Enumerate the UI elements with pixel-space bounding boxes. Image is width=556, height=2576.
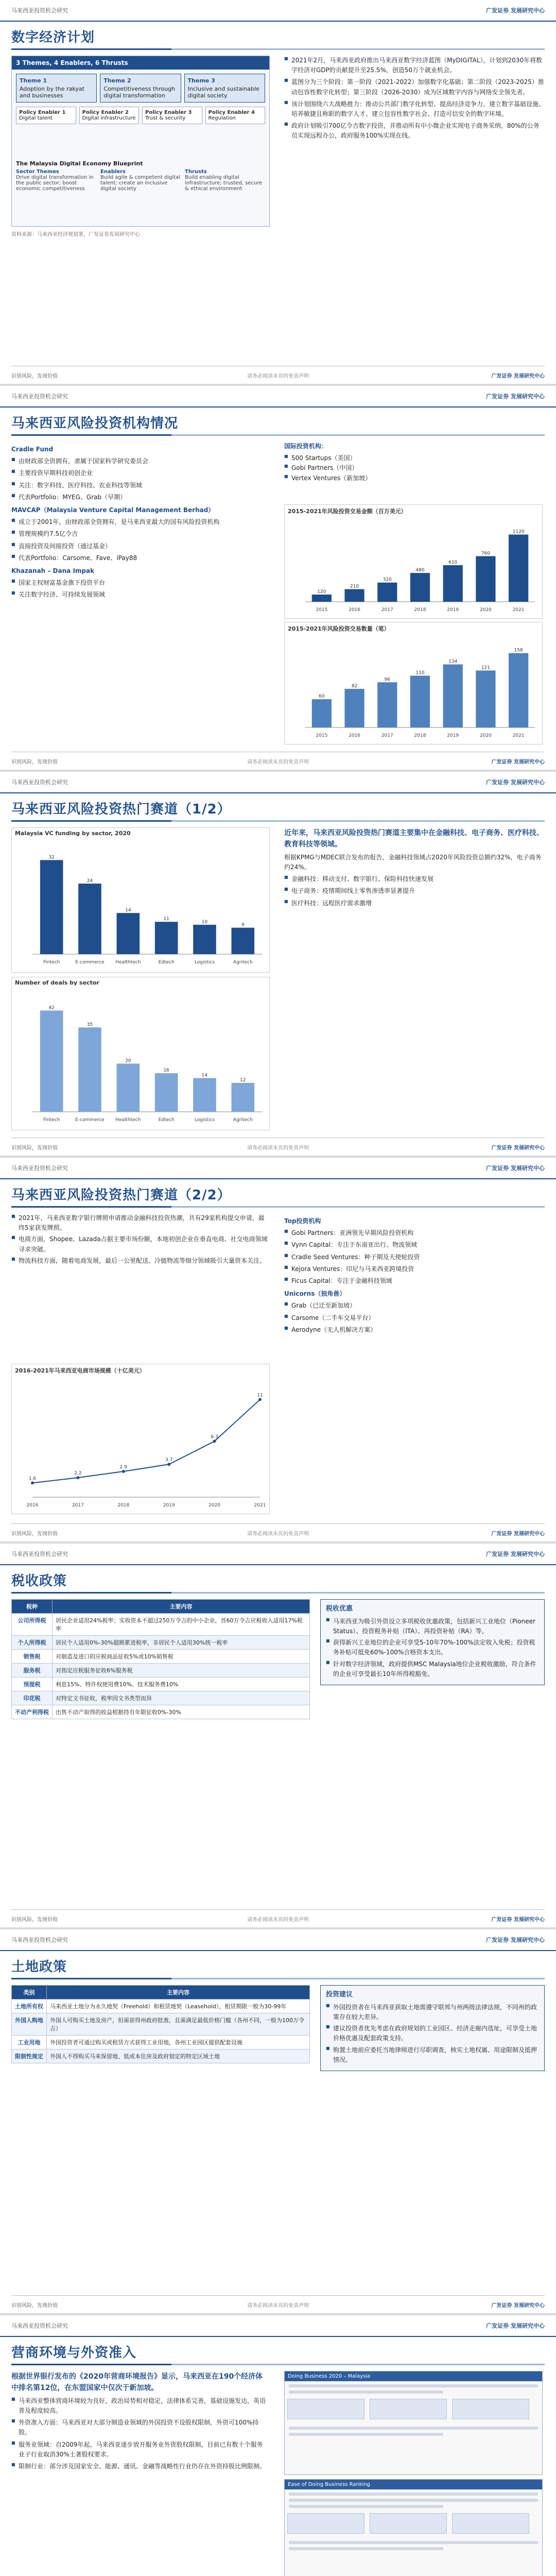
data-label: 110 xyxy=(415,670,425,676)
list-item: ■ 成立于2001年，由财政部全资拥有，是马来西亚最大的国有风险投资机构 xyxy=(11,517,269,527)
ranking-figure xyxy=(284,2479,543,2576)
data-label: 6.3 xyxy=(211,1434,218,1440)
tick-label: Agritech xyxy=(233,960,253,965)
data-label: 11 xyxy=(163,917,169,922)
title-divider xyxy=(11,1592,545,1594)
footer-right: 广发证券 发展研究中心 xyxy=(491,374,545,379)
data-label: 1120 xyxy=(512,529,525,535)
header-left: 马来西亚投资机会研究 xyxy=(11,779,68,786)
bar xyxy=(312,699,332,727)
list-item: ■ Carsome（二手车交易平台） xyxy=(284,1313,545,1323)
table-row: 印花税 对特定文书征收，税率因文书类型而异 xyxy=(12,1691,310,1705)
bar xyxy=(410,676,430,727)
header-right: 广发证券 发展研究中心 xyxy=(486,2323,545,2329)
tick-label: 2016 xyxy=(26,1503,39,1508)
tax-table-wrap xyxy=(11,1599,310,1719)
footer-left: 识别风险，发现价值 xyxy=(11,1531,58,1537)
data-label: 82 xyxy=(351,684,358,689)
paragraph: ■ 外国投资者在马来西亚获取土地需遵守联邦与州两级法律法规，不同州的政策存在较大差异。 xyxy=(326,2003,539,2022)
header-right: 广发证券 发展研究中心 xyxy=(486,1937,545,1943)
tick-label: 2020 xyxy=(208,1503,221,1508)
text-column xyxy=(284,1213,545,1519)
data-label: 24 xyxy=(86,878,93,884)
lead-text: 近年来，马来西亚风险投资热门赛道主要集中在金融科技、电子商务、医疗科技、教育科技等领域。 xyxy=(284,829,544,849)
bar-chart xyxy=(285,635,541,741)
bar xyxy=(443,565,463,602)
paragraph: ■ 获得新兴工业地位的企业可享受5-10年70%-100%法定收入免税；投资税务补贴可抵免60%-100%合格资本支出。 xyxy=(326,1638,539,1657)
slide-title: 土地政策 xyxy=(11,1959,67,1975)
slide-7 xyxy=(0,2315,556,2576)
slide-3 xyxy=(0,772,556,1156)
chart-title: Number of deals by sector xyxy=(15,979,99,986)
paragraph: 根据KPMG与MDEC联合发布的报告，金融科技领域占2020年风险投资总额约32%，电子商务约24%。 xyxy=(284,853,542,871)
bar xyxy=(232,928,255,954)
org-heading: Cradle Fund xyxy=(11,446,54,453)
bar xyxy=(193,1078,216,1112)
list-item: ■ 医疗科技：远程医疗需求激增 xyxy=(284,899,545,908)
title-divider xyxy=(11,1978,545,1979)
table-header: 主要内容 xyxy=(47,1986,310,1999)
section-heading: Top投资机构 xyxy=(284,1217,321,1225)
themes-heading: 3 Themes, 4 Enablers, 6 Thrusts xyxy=(12,56,269,70)
list-item: ■ Gobi Partners（中国） xyxy=(284,463,545,473)
bar xyxy=(312,595,332,602)
figure-heading: Doing Business 2020 – Malaysia xyxy=(285,2371,542,2381)
bar xyxy=(377,682,397,727)
slide-footer xyxy=(11,2295,545,2313)
data-label: 10 xyxy=(201,919,208,925)
tick-label: 2017 xyxy=(381,733,393,738)
data-label: 35 xyxy=(86,1022,93,1028)
slide-5 xyxy=(0,1544,556,1927)
bar-chart xyxy=(12,988,268,1125)
data-label: 610 xyxy=(448,560,458,565)
data-label: 3.7 xyxy=(165,1458,173,1463)
tick-label: 2019 xyxy=(163,1503,175,1508)
bar xyxy=(476,670,495,727)
title-divider xyxy=(11,2364,545,2365)
data-label: 12 xyxy=(240,1077,246,1083)
data-label: 16 xyxy=(163,1068,169,1074)
header-left: 马来西亚投资机会研究 xyxy=(11,393,68,400)
footer-disclaimer: 请务必阅读末页的免责声明 xyxy=(247,1917,309,1923)
data-label: 42 xyxy=(48,1005,55,1011)
data-label: 14 xyxy=(125,908,131,913)
tick-label: 2021 xyxy=(254,1503,266,1508)
chart-title: 2015-2021年风险投资交易金额（百万美元） xyxy=(288,508,407,515)
slide-header xyxy=(0,0,556,22)
data-label: 9 xyxy=(241,922,245,928)
list-item: ■ 管理规模约7.5亿令吉 xyxy=(11,529,269,539)
data-label: 210 xyxy=(350,584,359,589)
investor-list-title: 国际投资机构： xyxy=(284,443,328,450)
list-item: ■ 由财政部全资拥有，隶属于国家科学研究委员会 xyxy=(11,456,269,466)
footer-disclaimer: 请务必阅读末页的免责声明 xyxy=(247,374,309,379)
bar xyxy=(232,1083,255,1112)
land-table xyxy=(11,1985,310,2063)
themes-figure xyxy=(11,56,270,227)
list-item: ■ Vertex Ventures（新加坡） xyxy=(284,473,545,483)
slide-footer xyxy=(11,1523,545,1541)
theme-card: Theme 2 Competitiveness through digital transformation xyxy=(100,74,181,103)
note-title: 税收优惠 xyxy=(326,1605,353,1613)
lead-text: 根据世界银行发布的《2020年营商环境报告》显示，马来西亚在190个经济体中排名第12位，在东盟国家中仅次于新加坡。 xyxy=(11,2372,263,2393)
paragraph: ■ 马来西亚整体营商环境较为良好，政治局势相对稳定，法律体系完善，基础设施发达，英语普及程度较高。 xyxy=(11,2396,269,2416)
tick-label: Agritech xyxy=(233,1117,253,1123)
header-right: 广发证券 发展研究中心 xyxy=(486,1551,545,1557)
list-item: ■ 主要投资早期科技初创企业 xyxy=(11,468,269,478)
bar xyxy=(78,1027,101,1112)
paragraph: ■ 电商方面，Shopee、Lazada占据主要市场份额，本地初创企业在垂直电商、社交电商领域寻求突破。 xyxy=(11,1234,269,1254)
header-left: 马来西亚投资机会研究 xyxy=(11,2323,68,2329)
tick-label: 2017 xyxy=(72,1503,84,1508)
list-item: ■ Kejora Ventures：印尼与马来西亚跨境投资 xyxy=(284,1264,545,1274)
data-label: 134 xyxy=(448,659,458,665)
list-item: ■ 代表Portfolio：Carsome、Fave、iPay88 xyxy=(11,553,269,563)
data-label: 158 xyxy=(514,648,523,653)
data-label: 320 xyxy=(383,577,392,583)
tick-label: 2021 xyxy=(512,607,525,613)
table-row: 限制性规定 外国人不得购买马来保留地、低成本住房及政府划定的特定区域土地 xyxy=(12,2049,310,2063)
tick-label: 2020 xyxy=(479,607,492,613)
table-row: 服务税 对指定应税服务征收6%服务税 xyxy=(12,1664,310,1677)
series-line xyxy=(32,1399,260,1483)
blueprint-column: Enablers Build agile & competent digital talent; create an inclusive digital society xyxy=(100,169,181,192)
enabler-card: Policy Enabler 4 Regulation xyxy=(205,107,266,124)
org-heading: Khazanah – Dana Impak xyxy=(11,567,95,574)
tick-label: 2015 xyxy=(316,733,328,738)
ecommerce-chart xyxy=(11,1364,270,1514)
tick-label: Edtech xyxy=(158,1117,175,1123)
list-item: ■ Aerodyne（无人机解决方案） xyxy=(284,1325,545,1335)
data-label: 120 xyxy=(317,589,326,595)
tax-table xyxy=(11,1599,310,1719)
slide-header xyxy=(0,1544,556,1565)
title-divider xyxy=(11,48,545,50)
paragraph: ■ 服务业领域：自2009年起，马来西亚逐步放开服务业外资股权限制，目前已有数十个服务业子行业取消30%土著股权要求。 xyxy=(11,2440,269,2460)
enabler-card: Policy Enabler 2 Digital infrastructure xyxy=(79,107,140,124)
slide-2 xyxy=(0,386,556,770)
table-header: 主要内容 xyxy=(53,1600,310,1614)
text-column xyxy=(284,827,545,1133)
list-item: ■ 代表Portfolio：MYEG、Grab（早期） xyxy=(11,493,269,502)
list-item: ■ Grab（已迁至新加坡） xyxy=(284,1301,545,1311)
enabler-card: Policy Enabler 3 Trust & security xyxy=(142,107,202,124)
footer-right: 广发证券 发展研究中心 xyxy=(491,1145,545,1151)
bar-chart xyxy=(285,517,541,615)
data-label: 121 xyxy=(481,665,491,671)
slide-footer xyxy=(11,366,545,384)
data-point xyxy=(31,1481,34,1484)
footer-left: 识别风险，发现价值 xyxy=(11,374,58,379)
paragraph: ■ 政府计划吸引700亿令吉数字投资，并推动所有中小微企业实现电子商务采纳，80%的公务员实现远程办公，政府服务100%实现在线。 xyxy=(284,121,545,141)
table-header: 税种 xyxy=(12,1600,53,1614)
bar xyxy=(509,535,528,602)
footer-right: 广发证券 发展研究中心 xyxy=(491,1917,545,1923)
bar xyxy=(410,573,430,602)
tick-label: 2016 xyxy=(349,733,361,738)
paragraph: ■ 外资准入方面：马来西亚对大部分制造业领域的外国投资不设股权限制，外资可100%持股。 xyxy=(11,2418,269,2437)
tick-label: Healthtech xyxy=(115,960,141,965)
table-row: 不动产利得税 出售不动产取得的收益根据持有年限征收0%-30% xyxy=(12,1705,310,1719)
data-label: 11 xyxy=(257,1393,263,1398)
bar xyxy=(78,884,101,954)
header-right: 广发证券 发展研究中心 xyxy=(486,7,545,14)
data-label: 2.2 xyxy=(74,1471,82,1477)
slide-title: 税收政策 xyxy=(11,1573,67,1589)
tick-label: 2015 xyxy=(316,607,328,613)
paragraph: ■ 限制行业：部分涉及国家安全、能源、通讯、金融等战略性行业仍存在外资持股比例限制。 xyxy=(11,2462,269,2471)
list-item: ■ Cradle Seed Ventures：种子期及天使轮投资 xyxy=(284,1252,545,1262)
bar xyxy=(155,922,178,954)
blueprint-column: Sector Themes Drive digital transformation in the public sector; boost economic competitiveness xyxy=(16,169,94,192)
vc-amount-chart xyxy=(284,504,543,619)
tick-label: 2017 xyxy=(381,607,393,613)
table-row: 土地所有权 马来西亚土地分为永久地契（Freehold）和租赁地契（Leasehold），租赁期限一般为30-99年 xyxy=(12,1999,310,2013)
data-point xyxy=(76,1476,79,1479)
bar xyxy=(40,860,63,954)
bar-chart xyxy=(12,839,268,968)
data-point xyxy=(167,1463,170,1466)
tick-label: Logistics xyxy=(195,1117,215,1123)
tick-label: E-commerce xyxy=(75,1117,105,1123)
slide-6 xyxy=(0,1929,556,2313)
data-point xyxy=(213,1439,216,1443)
slide-header xyxy=(0,2315,556,2337)
paragraph: ■ 蓝图分为三个阶段：第一阶段（2021-2022）加强数字化基础；第二阶段（2023-2025）推动包容性数字化转型；第三阶段（2026-2030）成为区域数字内容与网络安全领先者。 xyxy=(284,77,545,97)
bar xyxy=(344,589,364,602)
figure-heading: Ease of Doing Business Ranking xyxy=(285,2480,542,2489)
data-label: 20 xyxy=(125,1058,131,1064)
tick-label: 2018 xyxy=(414,733,426,738)
footer-right: 广发证券 发展研究中心 xyxy=(491,1531,545,1537)
sector-funding-chart xyxy=(11,827,270,973)
footer-left: 识别风险，发现价值 xyxy=(11,1917,58,1923)
vc-deal-chart xyxy=(284,622,543,744)
tick-label: 2020 xyxy=(479,733,492,738)
bar xyxy=(117,913,140,954)
paragraph: ■ 2021年2月，马来西亚政府推出马来西亚数字经济蓝图（MyDIGITAL），计划到2030年将数字经济对GDP的贡献提升至25.5%，创造50万个就业机会。 xyxy=(284,56,545,75)
tick-label: 2021 xyxy=(512,733,525,738)
tick-label: 2018 xyxy=(117,1503,130,1508)
tick-label: Fintech xyxy=(43,1117,60,1123)
bar xyxy=(509,653,528,727)
title-divider xyxy=(11,1206,545,1208)
slide-footer xyxy=(11,752,545,770)
list-item: ■ 关注数字经济、可持续发展领域 xyxy=(11,590,269,600)
data-label: 480 xyxy=(415,568,425,573)
data-label: 14 xyxy=(201,1073,208,1078)
table-row: 公司所得税 居民企业适用24%税率；实收资本不超过250万令吉的中小企业，首60万令吉应税收入适用17%税率 xyxy=(12,1614,310,1636)
note-title: 投资建议 xyxy=(326,1991,353,1998)
investor-list xyxy=(284,442,545,498)
table-row: 工业用地 外国投资者可通过购买或租赁方式获得工业用地，各州工业园区提供配套设施 xyxy=(12,2036,310,2049)
sector-deals-chart xyxy=(11,977,270,1130)
section-heading: Unicorns（独角兽） xyxy=(284,1290,346,1298)
tick-label: 2018 xyxy=(414,607,426,613)
land-note xyxy=(320,1985,545,2071)
title-divider xyxy=(11,820,545,822)
title-divider xyxy=(11,434,545,436)
slide-header xyxy=(0,386,556,408)
line-chart xyxy=(12,1377,268,1511)
slide-footer xyxy=(11,1909,545,1927)
data-label: 2.9 xyxy=(119,1465,127,1470)
footer-disclaimer: 请务必阅读末页的免责声明 xyxy=(247,1531,309,1537)
table-row: 外国人购地 外国人可购买土地及房产，但需获得州政府批准，且需满足最低价格门槛（各州不同，一般为100万令吉） xyxy=(12,2013,310,2036)
list-item: ■ 电子商务：疫情期间线上零售渗透率显著提升 xyxy=(284,886,545,896)
theme-card: Theme 3 Inclusive and sustainable digital society xyxy=(184,74,265,103)
tick-label: Healthtech xyxy=(115,1117,141,1123)
list-item: ■ 500 Startups（美国） xyxy=(284,453,545,463)
header-left: 马来西亚投资机会研究 xyxy=(11,1937,68,1943)
footer-left: 识别风险，发现价值 xyxy=(11,759,58,765)
slide-title: 马来西亚风险投资热门赛道（2/2） xyxy=(11,1188,231,1203)
data-label: 1.6 xyxy=(28,1476,37,1482)
paragraph: ■ 购置土地前应委托当地律师进行尽职调查，核实土地权属、用途限制及抵押情况。 xyxy=(326,2045,539,2065)
bar xyxy=(377,583,397,602)
bar xyxy=(155,1073,178,1112)
land-table-wrap xyxy=(11,1985,310,2063)
text-column xyxy=(284,56,545,361)
header-right: 广发证券 发展研究中心 xyxy=(486,779,545,786)
text-column xyxy=(11,1213,269,1342)
header-left: 马来西亚投资机会研究 xyxy=(11,7,68,14)
table-header: 类别 xyxy=(12,1986,47,1999)
slide-1 xyxy=(0,0,556,384)
doing-business-figure xyxy=(284,2371,543,2475)
slide-header xyxy=(0,1929,556,1951)
enabler-card: Policy Enabler 1 Digital talent xyxy=(16,107,76,124)
slide-footer xyxy=(11,1138,545,1156)
paragraph: ■ 建议投资者优先考虑在政府规划的工业园区、经济走廊内选址，可享受土地价格优惠及配套政策支持。 xyxy=(326,2024,539,2043)
text-column xyxy=(11,2371,269,2576)
slide-title: 马来西亚风险投资热门赛道（1/2） xyxy=(11,802,231,817)
data-point xyxy=(258,1398,262,1401)
header-left: 马来西亚投资机会研究 xyxy=(11,1551,68,1557)
footer-right: 广发证券 发展研究中心 xyxy=(491,759,545,765)
tick-label: 2019 xyxy=(447,607,459,613)
slide-title: 马来西亚风险投资机构情况 xyxy=(11,416,179,431)
data-label: 60 xyxy=(319,694,325,700)
footer-disclaimer: 请务必阅读末页的免责声明 xyxy=(247,2303,309,2309)
list-item: ■ 国家主权财富基金旗下投资平台 xyxy=(11,578,269,588)
footer-disclaimer: 请务必阅读末页的免责声明 xyxy=(247,759,309,765)
data-point xyxy=(122,1470,125,1473)
theme-card: Theme 1 Adoption by the rakyat and businesses xyxy=(16,74,97,103)
list-item: ■ 关注：数字科技、医疗科技、农业科技等领域 xyxy=(11,481,269,490)
data-label: 32 xyxy=(48,855,55,860)
org-heading: MAVCAP（Malaysia Venture Capital Management Berhad） xyxy=(11,506,215,514)
tick-label: Logistics xyxy=(195,960,215,965)
paragraph: ■ 该计划围绕六大战略推力：推动公共部门数字化转型、提高经济竞争力、建立数字基础设施、培养敏捷且称职的数字人才、建立包容性数字社会、打造可信安全的数字环境。 xyxy=(284,99,545,119)
footer-disclaimer: 请务必阅读末页的免责声明 xyxy=(247,1145,309,1151)
chart-title: Malaysia VC funding by sector, 2020 xyxy=(15,830,131,837)
paragraph: ■ 物流科技方面，随着电商发展，最后一公里配送、冷链物流等细分领域吸引大量资本关注。 xyxy=(11,1256,269,1266)
data-label: 96 xyxy=(384,677,391,683)
table-row: 预提税 利息15%、特许权使用费10%、技术服务费10% xyxy=(12,1677,310,1691)
slide-4 xyxy=(0,1158,556,1541)
list-item: ■ Ficus Capital：专注于金融科技领域 xyxy=(284,1276,545,1286)
paragraph: ■ 2021年，马来西亚数字银行牌照申请推动金融科技投资热潮，共有29家机构提交申请，最终5家获发牌照。 xyxy=(11,1213,269,1233)
table-row: 销售税 对制造及进口的应税商品征收5%或10%销售税 xyxy=(12,1650,310,1664)
blueprint-subtitle: The Malaysia Digital Economy Blueprint xyxy=(16,160,143,167)
slide-header xyxy=(0,772,556,793)
blueprint-column: Thrusts Build enabling digital infrastructure; trusted, secure & ethical environment xyxy=(185,169,263,192)
footer-left: 识别风险，发现价值 xyxy=(11,1145,58,1151)
tick-label: 2016 xyxy=(349,607,361,613)
bar xyxy=(40,1010,63,1112)
tick-label: 2019 xyxy=(447,733,459,738)
header-left: 马来西亚投资机会研究 xyxy=(11,1165,68,1172)
bar xyxy=(344,689,364,727)
footer-left: 识别风险，发现价值 xyxy=(11,2303,58,2309)
text-column xyxy=(11,442,269,747)
footer-right: 广发证券 发展研究中心 xyxy=(491,2303,545,2309)
bar xyxy=(476,556,495,602)
incentive-note xyxy=(320,1599,545,1685)
header-right: 广发证券 发展研究中心 xyxy=(486,1165,545,1172)
figure-caption: 资料来源：马来西亚经济规划署，广发证券发展研究中心 xyxy=(11,232,140,238)
header-right: 广发证券 发展研究中心 xyxy=(486,393,545,400)
list-item: ■ 直接投资及间接投资（通过基金） xyxy=(11,541,269,551)
slide-title: 营商环境与外资准入 xyxy=(11,2345,137,2361)
slide-title: 数字经济计划 xyxy=(11,30,95,45)
chart-title: 2015-2021年风险投资交易数量（笔） xyxy=(288,625,390,632)
bar xyxy=(443,665,463,727)
bar xyxy=(117,1063,140,1112)
bar xyxy=(193,925,216,954)
list-item: ■ Vynn Capital：专注于东南亚出行、物流领域 xyxy=(284,1240,545,1250)
tick-label: Fintech xyxy=(43,960,60,965)
tick-label: E-commerce xyxy=(75,960,105,965)
table-row: 个人所得税 居民个人适用0%-30%超额累进税率，非居民个人适用30%统一税率 xyxy=(12,1636,310,1650)
list-item: ■ Gobi Partners：亚洲领先早期风险投资机构 xyxy=(284,1228,545,1238)
data-label: 760 xyxy=(481,551,491,556)
tick-label: Edtech xyxy=(158,960,175,965)
chart-title: 2016-2021年马来西亚电商市场规模（十亿美元） xyxy=(15,1367,145,1374)
paragraph: ■ 马来西亚为吸引外资设立多项税收优惠政策，包括新兴工业地位（Pioneer Status）、投资税务补贴（ITA）、再投资补贴（RA）等。 xyxy=(326,1617,539,1636)
list-item: ■ 金融科技：移动支付、数字银行、保险科技快速发展 xyxy=(284,874,545,884)
slide-header xyxy=(0,1158,556,1179)
paragraph: ■ 针对数字经济领域，政府提供MSC Malaysia地位企业税收激励，符合条件的企业可享受最长10年所得税豁免。 xyxy=(326,1659,539,1679)
